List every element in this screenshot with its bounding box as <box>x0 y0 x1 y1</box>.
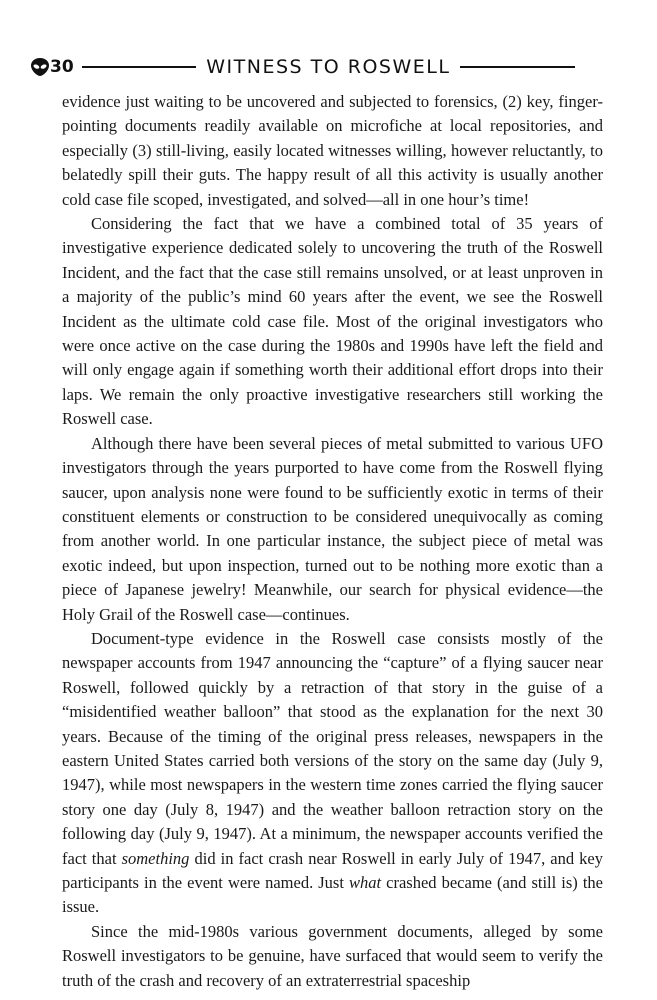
running-title: WITNESS TO ROSWELL <box>206 56 451 78</box>
paragraph: Although there have been several pieces of metal submitted to various UFO investigators through the years purported to have come from the Roswell flying saucer, upon analysis none were found to be sufficiently exotic in terms of their constituent elements or construction to be considered unequivocally as coming from another world. In one particular instance, the subject piece of metal was exotic indeed, but upon inspection, turned out to be nothing more exotic than a piece of Japanese jewelry! Meanwhile, our search for physical evidence—the Holy Grail of the Roswell case—continues. <box>62 433 603 624</box>
paragraph: Since the mid-1980s various government documents, alleged by some Roswell investigators to be genuine, have surfaced that would seem to verify the truth of the crash and recovery of an extraterrestrial spaceship <box>62 921 603 990</box>
body-text <box>62 90 603 993</box>
page-number: 30 <box>50 57 74 77</box>
running-header <box>30 54 575 80</box>
header-rule-right <box>460 66 575 68</box>
paragraph-text: crashed became (and still is) the issue. <box>62 873 603 917</box>
paragraph-text: Document-type evidence in the Roswell case consists mostly of the newspaper accounts from 1947 announcing the “capture” of a flying saucer near Roswell, followed quickly by a retraction of that story in the guise of a “misidentified weather balloon” that stood as the explanation for the next 30 years. Because of the timing of the original press releases, newspapers in the eastern United States carried both versions of the story on the same day (July 9, 1947), while most newspapers in the western time zones carried the flying saucer story one day (July 8, 1947) and the weather balloon retraction story on the following day (July 9, 1947). At a minimum, the newspaper accounts verified the fact that <box>62 628 603 868</box>
paragraph-text: did in fact crash near Roswell in early July of 1947, and key participants in the event were named. Just <box>62 848 604 892</box>
alien-head-icon <box>30 57 50 77</box>
header-rule-left <box>82 66 197 68</box>
paragraph <box>62 627 603 920</box>
paragraph: evidence just waiting to be uncovered and subjected to forensics, (2) key, finger-pointing documents readily available on microfiche at local repositories, and especially (3) still-living, easily located witnesses willing, however reluctantly, to belatedly spill their guts. The happy result of all this activity is usually another cold case file scoped, investigated, and solved—all in one hour’s time! <box>62 92 603 209</box>
emphasis-text: what <box>349 873 382 892</box>
paragraph: Considering the fact that we have a combined total of 35 years of investigative experience dedicated solely to uncovering the truth of the Roswell Incident, and the fact that the case still remains unsolved, or at least unproven in a majority of the public’s mind 60 years after the event, we see the Roswell Incident as the ultimate cold case file. Most of the original investigators who were once active on the case during the 1980s and 1990s have left the field and will only engage again if something worth their additional effort drops into their laps. We remain the only proactive investigative researchers still working the Roswell case. <box>62 214 603 429</box>
emphasis-text: something <box>121 848 190 868</box>
